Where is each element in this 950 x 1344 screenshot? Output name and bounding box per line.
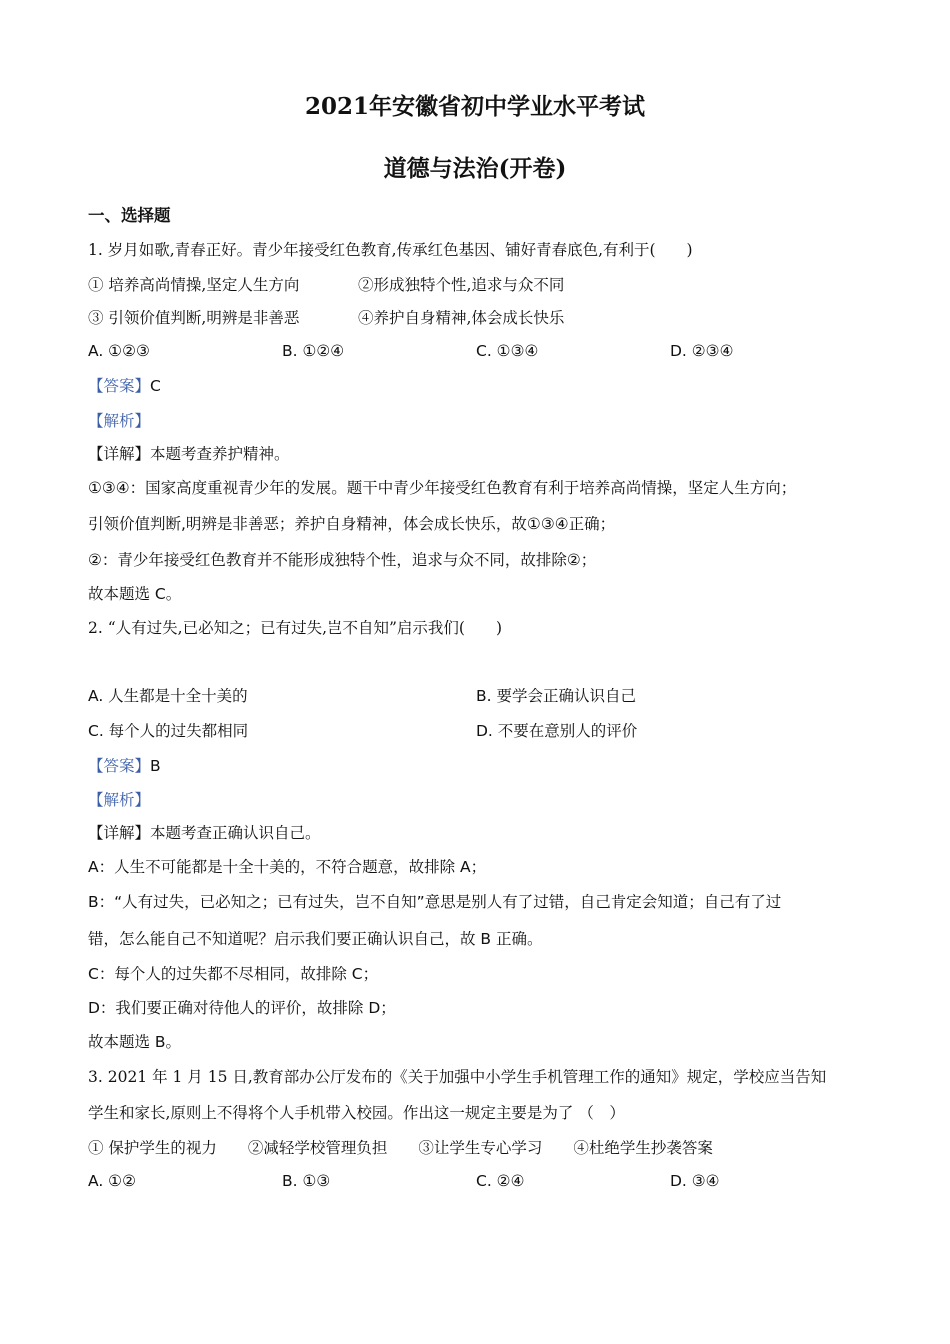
q1-explanation-4: 故本题选 C。	[88, 585, 182, 603]
q2-option-d: D. 不要在意别人的评价	[476, 722, 638, 740]
q3-option-c: C. ②④	[476, 1172, 525, 1190]
q3-option-d: D. ③④	[670, 1172, 720, 1190]
q1-option-c: C. ①③④	[476, 342, 539, 360]
q1-explanation-3: ②：青少年接受红色教育并不能形成独特个性，追求与众不同，故排除②；	[88, 551, 597, 569]
answer-value: C	[150, 377, 161, 395]
answer-label: 【答案】	[88, 377, 151, 395]
q1-statement-2: ②形成独特个性,追求与众不同	[358, 276, 565, 294]
q2-explanation-4: C：每个人的过失都不尽相同，故排除 C；	[88, 965, 379, 983]
q2-option-a: A. 人生都是十全十美的	[88, 687, 248, 705]
q2-explanation-2: B：“人有过失，已必知之；已有过失，岂不自知”意思是别人有了过错，自己肯定会知道；自己有了过	[88, 893, 782, 911]
answer-value: B	[150, 757, 161, 775]
q1-analysis-label: 【解析】	[88, 412, 151, 430]
q1-statement-4: ④养护自身精神,体会成长快乐	[358, 309, 565, 327]
q3-option-b: B. ①③	[282, 1172, 331, 1190]
q1-statement-1: ① 培养高尚情操,坚定人生方向	[88, 276, 300, 294]
q3-stem-line-2: 学生和家长,原则上不得将个人手机带入校园。作出这一规定主要是为了 （ ）	[88, 1104, 625, 1122]
q1-stem: 1. 岁月如歌,青春正好。青少年接受红色教育,传承红色基因、铺好青春底色,有利于( )	[88, 241, 693, 259]
q2-answer	[88, 755, 161, 777]
q3-statements: ① 保护学生的视力 ②减轻学校管理负担 ③让学生专心学习 ④杜绝学生抄袭答案	[88, 1139, 713, 1157]
q2-explanation-1: A：人生不可能都是十全十美的，不符合题意，故排除 A；	[88, 858, 487, 876]
q2-explanation-5: D：我们要正确对待他人的评价，故排除 D；	[88, 999, 396, 1017]
q1-statement-3: ③ 引领价值判断,明辨是非善恶	[88, 309, 300, 327]
q2-option-b: B. 要学会正确认识自己	[476, 687, 636, 705]
exam-title: 2021年安徽省初中学业水平考试	[304, 93, 645, 120]
q1-answer	[88, 375, 161, 397]
q1-explanation-1: ①③④：国家高度重视青少年的发展。题干中青少年接受红色教育有利于培养高尚情操，坚定人生方向；	[88, 479, 797, 497]
q1-explanation-2: 引领价值判断,明辨是非善恶；养护自身精神，体会成长快乐，故①③④正确；	[88, 515, 616, 533]
answer-label: 【答案】	[88, 757, 151, 775]
q1-option-b: B. ①②④	[282, 342, 345, 360]
exam-subtitle: 道德与法治(开卷)	[383, 155, 567, 182]
q2-stem: 2. “人有过失,已必知之；已有过失,岂不自知”启示我们( )	[88, 619, 503, 637]
q3-option-a: A. ①②	[88, 1172, 136, 1190]
section-heading: 一、选择题	[88, 206, 171, 225]
q2-explanation-6: 故本题选 B。	[88, 1033, 182, 1051]
q2-option-c: C. 每个人的过失都相同	[88, 722, 249, 740]
q1-detail: 【详解】本题考查养护精神。	[88, 445, 290, 463]
q1-option-d: D. ②③④	[670, 342, 734, 360]
q3-stem-line-1: 3. 2021 年 1 月 15 日,教育部办公厅发布的《关于加强中小学生手机管理工作的通知》规定，学校应当告知	[88, 1068, 827, 1086]
q2-detail: 【详解】本题考查正确认识自己。	[88, 824, 321, 842]
q2-explanation-3: 错，怎么能自己不知道呢？启示我们要正确认识自己，故 B 正确。	[88, 930, 543, 948]
q1-option-a: A. ①②③	[88, 342, 150, 360]
q2-analysis-label: 【解析】	[88, 791, 151, 809]
